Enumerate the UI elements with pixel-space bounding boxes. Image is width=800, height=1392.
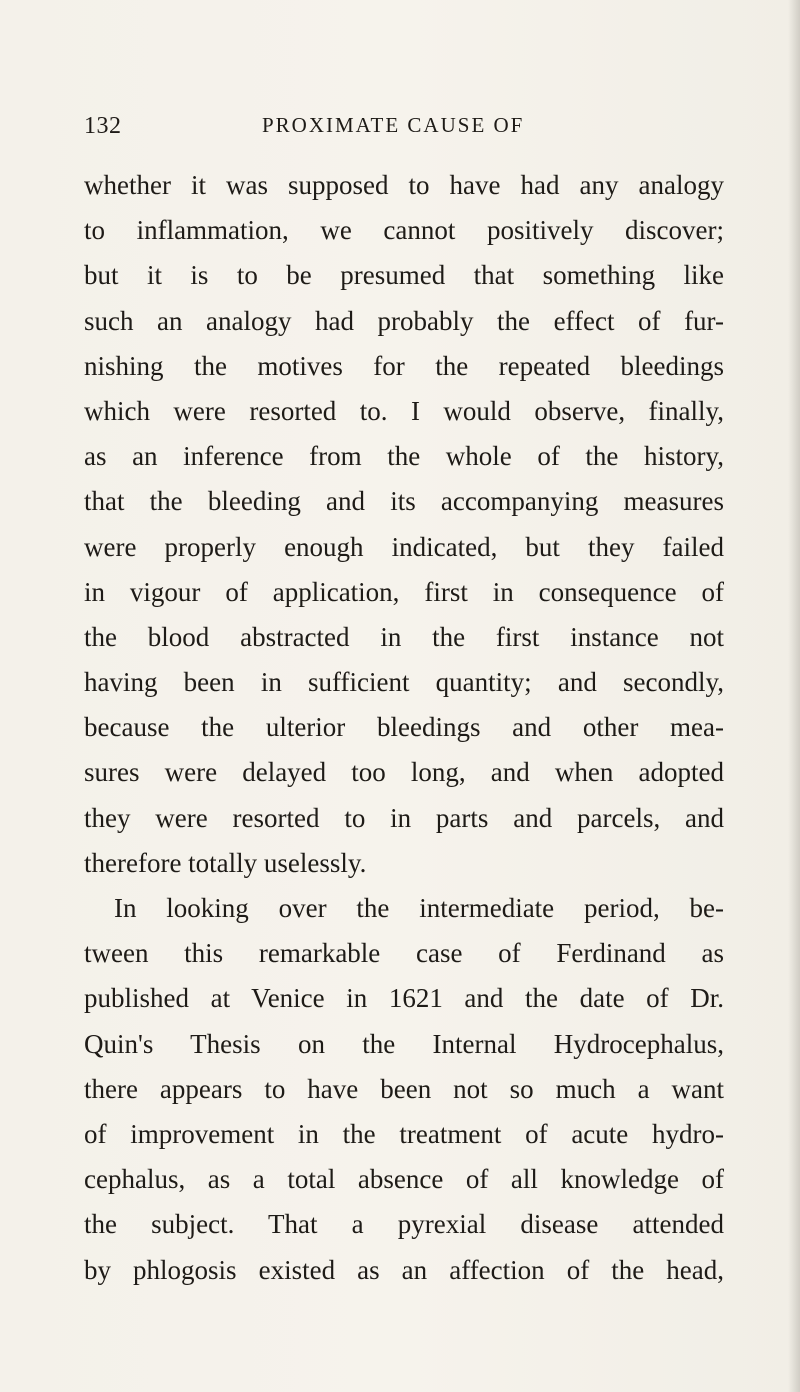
page-header <box>84 113 724 145</box>
text-line: the subject. That a pyrexial disease attended <box>84 1209 724 1240</box>
text-line: having been in sufficient quantity; and secondly, <box>84 667 724 698</box>
text-line: nishing the motives for the repeated bleedings <box>84 350 724 381</box>
text-line: of improvement in the treatment of acute hydro- <box>84 1118 724 1149</box>
text-line: Quin's Thesis on the Internal Hydrocephalus, <box>84 1028 724 1059</box>
text-line: because the ulterior bleedings and other mea- <box>84 712 724 743</box>
paragraph-first-line: In looking over the intermediate period, be- <box>114 893 724 923</box>
text-line: by phlogosis existed as an affection of the head, <box>84 1254 724 1285</box>
text-line: which were resorted to. I would observe, finally, <box>84 395 724 426</box>
text-line: such an analogy had probably the effect of fur- <box>84 305 724 336</box>
text-line: whether it was supposed to have had any analogy <box>84 170 724 200</box>
running-title: PROXIMATE CAUSE OF <box>262 113 525 137</box>
text-line: were properly enough indicated, but they failed <box>84 531 724 562</box>
text-line: that the bleeding and its accompanying measures <box>84 486 724 517</box>
page-number: 132 <box>84 113 122 139</box>
text-line: tween this remarkable case of Ferdinand as <box>84 938 724 969</box>
text-line: cephalus, as a total absence of all knowledge of <box>84 1164 724 1195</box>
page-edge-shadow <box>788 0 800 1392</box>
body-text <box>84 163 724 1293</box>
text-line: published at Venice in 1621 and the date of Dr. <box>84 983 724 1014</box>
text-line: the blood abstracted in the first instance not <box>84 621 724 652</box>
text-line: in vigour of application, first in consequence of <box>84 576 724 607</box>
text-line: to inflammation, we cannot positively discover; <box>84 215 724 246</box>
text-line: as an inference from the whole of the history, <box>84 441 724 472</box>
text-line: they were resorted to in parts and parcels, and <box>84 802 724 833</box>
text-line: but it is to be presumed that something like <box>84 260 724 291</box>
text-line: sures were delayed too long, and when adopted <box>84 757 724 788</box>
paragraph-last-line: therefore totally uselessly. <box>84 847 367 878</box>
text-line: there appears to have been not so much a want <box>84 1073 724 1104</box>
